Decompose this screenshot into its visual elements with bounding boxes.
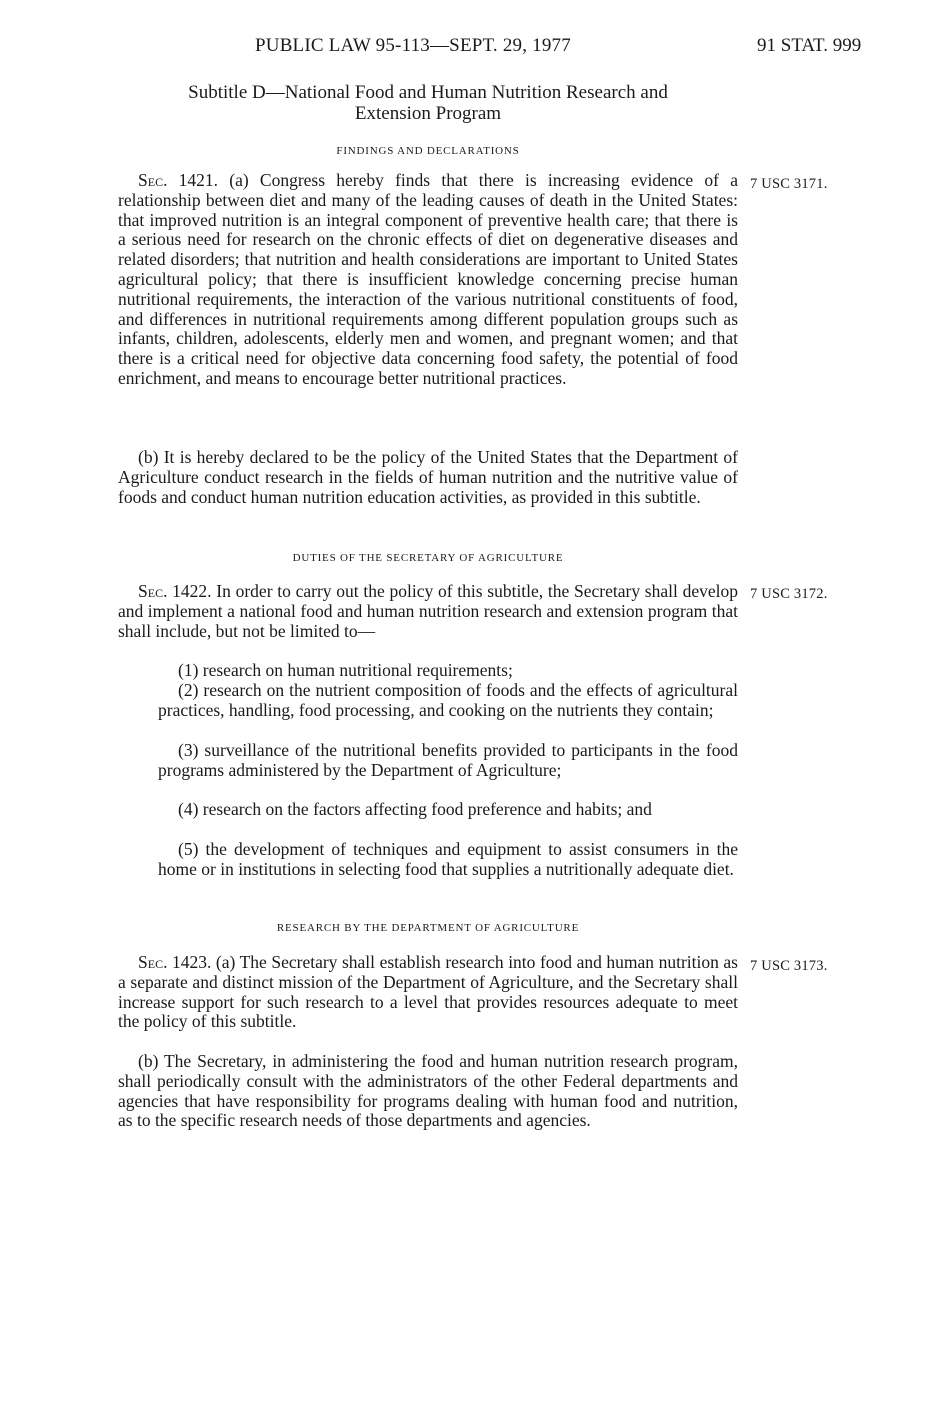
margin-note-7-usc-3172: 7 USC 3172.: [750, 586, 828, 602]
list-item-2: (2) research on the nutrient composition of foods and the effects of agricultural practices, handling, food processing, and cooking on the nutrients they contain;: [158, 680, 738, 720]
subtitle-heading: [118, 82, 738, 124]
section-label: Sec.: [138, 581, 168, 601]
subtitle-line-2: Extension Program: [354, 103, 502, 124]
running-header-law: PUBLIC LAW 95-113—SEPT. 29, 1977: [255, 35, 571, 56]
section-1422-intro: [118, 582, 738, 641]
list-item-1: (1) research on human nutritional requirements;: [178, 660, 513, 680]
running-header-stat: 91 STAT. 999: [757, 35, 862, 56]
heading-findings: FINDINGS AND DECLARATIONS: [336, 145, 520, 157]
heading-duties: DUTIES OF THE SECRETARY OF AGRICULTURE: [292, 552, 564, 564]
section-1423-b: (b) The Secretary, in administering the food and human nutrition research program, shall periodically consult with the administrators of the other Federal departments and agencies that have responsibility for programs dealing with human food and nutrition, as to the specific research needs of those departments and agencies.: [118, 1051, 738, 1131]
margin-note-7-usc-3173: 7 USC 3173.: [750, 958, 828, 974]
section-1422-intro-text: 1422. In order to carry out the policy of this subtitle, the Secretary shall develop and implement a national food and human nutrition research and extension program that shall include, but not be limited to—: [118, 581, 738, 641]
subtitle-line-1: Subtitle D—National Food and Human Nutrition Research and: [188, 82, 668, 103]
margin-note-7-usc-3171: 7 USC 3171.: [750, 176, 828, 192]
section-1423-a-text: 1423. (a) The Secretary shall establish research into food and human nutrition as a separate and distinct mission of the Department of Agriculture, and the Secretary shall increase support for such research to a level that provides resources adequate to meet the policy of this subtitle.: [118, 952, 738, 1032]
heading-research: RESEARCH BY THE DEPARTMENT OF AGRICULTURE: [276, 922, 580, 934]
section-1421-a-text: 1421. (a) Congress hereby finds that there is increasing evidence of a relationship between diet and many of the leading causes of death in the United States: that improved nutrition is an integral component of preventive health care; that there is a serious need for research on the chronic effects of diet on degenerative diseases and related disorders; that nutrition and health considerations are important to United States agricultural policy; that there is insufficient knowledge concerning precise human nutritional requirements, the interaction of the various nutritional constituents of food, and differences in nutritional requirements among different population groups such as infants, children, adolescents, elderly men and women, and pregnant women; and that there is a critical need for objective data concerning food safety, the potential of food enrichment, and means to encourage better nutritional practices.: [118, 170, 738, 388]
section-label: Sec.: [138, 170, 168, 190]
list-item-5: (5) the development of techniques and equipment to assist consumers in the home or in institutions in selecting food that supplies a nutritionally adequate diet.: [158, 839, 738, 879]
section-1421-b: (b) It is hereby declared to be the policy of the United States that the Department of Agriculture conduct research in the fields of human nutrition and the nutritive value of foods and conduct human nutrition education activities, as provided in this subtitle.: [118, 447, 738, 507]
section-1423-a: [118, 953, 738, 1032]
section-label: Sec.: [138, 952, 168, 972]
list-item-3: (3) surveillance of the nutritional benefits provided to participants in the food programs administered by the Department of Agriculture;: [158, 740, 738, 780]
list-item-4: (4) research on the factors affecting food preference and habits; and: [178, 799, 652, 819]
section-1421-a: [118, 171, 738, 389]
